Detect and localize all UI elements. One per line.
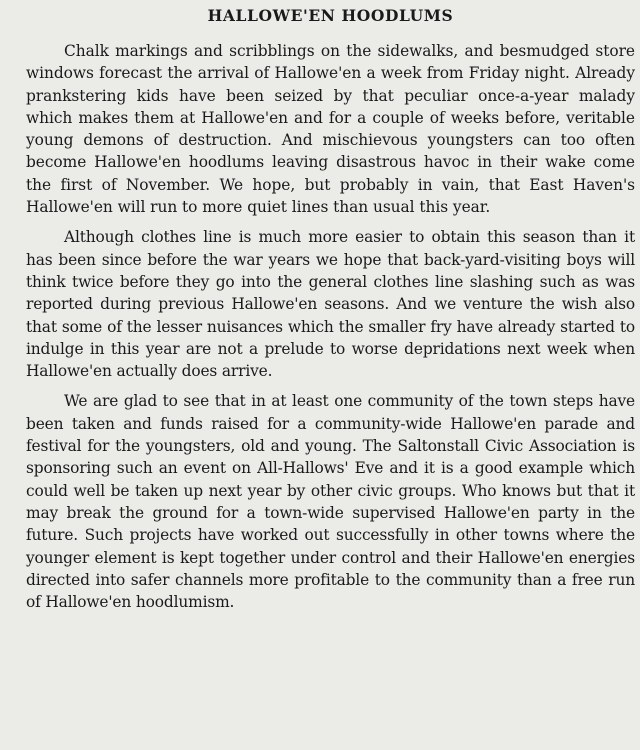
article-paragraph-3: We are glad to see that in at least one community of the town steps have been taken and funds raised for a community-wide Hallowe'en parade and festival for the youngsters, old and young. The Saltonstall Civic Association is sponsoring such an event on All-Hallows' Eve and it is a good example which could well be taken up next year by other civic groups. Who knows but that it may break the ground for a town-wide supervised Hallowe'en party in the future. Such projects have worked out successfully in other towns where the younger element is kept together under control and their Hallowe'en energies directed into safer channels more profitable to the community than a free run of Hallowe'en hoodlumism. [26, 392, 635, 612]
article-headline: HALLOWE'EN HOODLUMS [207, 6, 454, 25]
article-paragraph-1: Chalk markings and scribblings on the sidewalks, and besmudged store windows forecast the arrival of Hallowe'en a week from Friday night. Already prankstering kids have been seized by that peculiar once-a-year malady which makes them at Hallowe'en and for a couple of weeks before, veritable young demons of destruction. And mischievous youngsters can too often become Hallowe'en hoodlums leaving disastrous havoc in their wake come the first of November. We hope, but probably in vain, that East Haven's Hallowe'en will run to more quiet lines than usual this year. [26, 42, 635, 217]
article-paragraph-2: Although clothes line is much more easier to obtain this season than it has been since before the war years we hope that back-yard-visiting boys will think twice before they go into the general clothes line slashing such as was reported during previous Hallowe'en seasons. And we venture the wish also that some of the lesser nuisances which the smaller fry have already started to indulge in this year are not a prelude to worse depridations next week when Hallowe'en actually does arrive. [26, 228, 635, 381]
